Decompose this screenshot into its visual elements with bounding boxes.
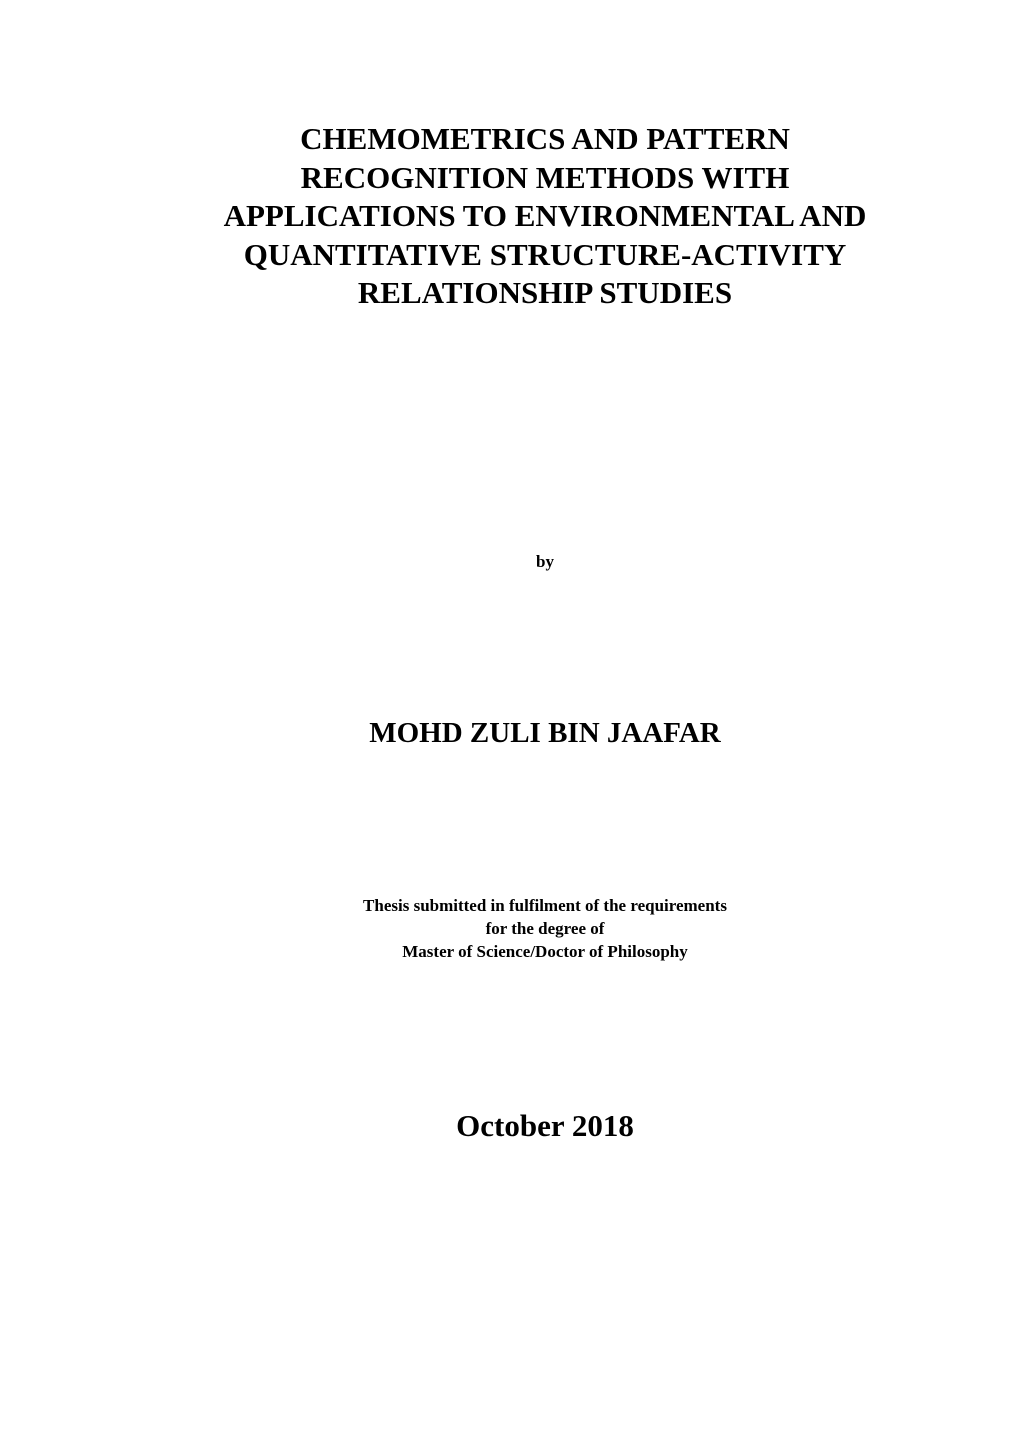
title-line: RELATIONSHIP STUDIES (357, 275, 733, 310)
title-line: RECOGNITION METHODS WITH (300, 159, 790, 195)
thesis-statement-line: Master of Science/Doctor of Philosophy (402, 942, 688, 961)
author-name: MOHD ZULI BIN JAAFAR (369, 717, 721, 749)
thesis-statement-line: Thesis submitted in fulfilment of the requirements (363, 896, 727, 915)
thesis-statement-line: for the degree of (485, 919, 605, 938)
title-line: APPLICATIONS TO ENVIRONMENTAL AND (223, 198, 867, 233)
by-label: by (536, 552, 554, 571)
title-line: CHEMOMETRICS AND PATTERN (300, 121, 790, 156)
submission-date: October 2018 (456, 1108, 634, 1143)
title-line: QUANTITATIVE STRUCTURE-ACTIVITY (243, 236, 847, 272)
thesis-statement (0, 894, 1024, 963)
thesis-title (140, 120, 950, 313)
